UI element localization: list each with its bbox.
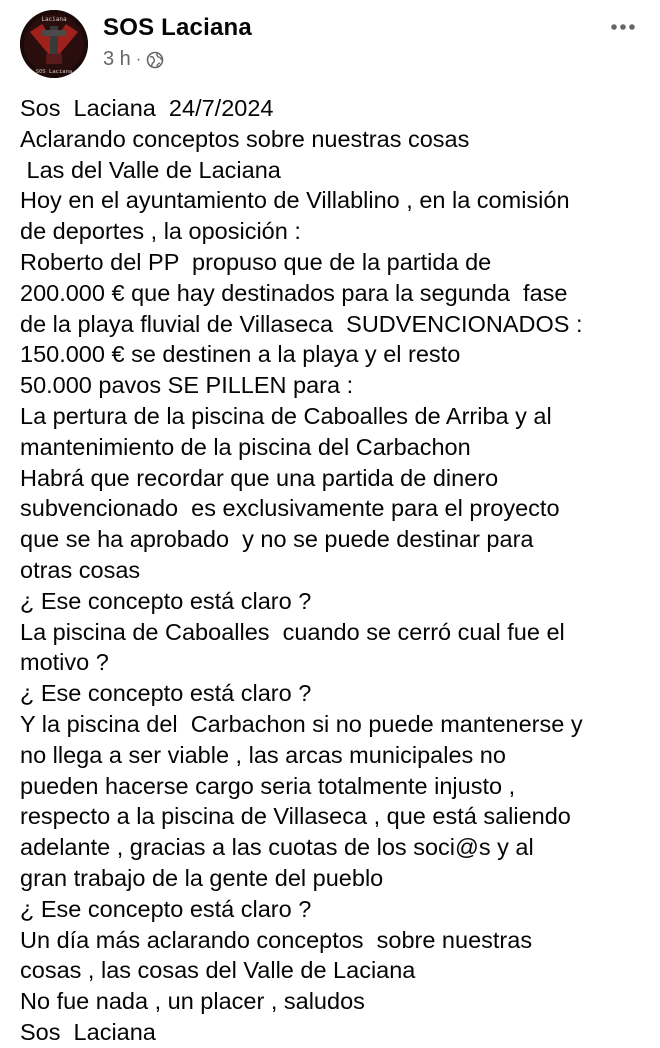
post-text-line: 150.000 € se destinen a la playa y el resto bbox=[20, 341, 461, 368]
post-text-line: Un día más aclarando conceptos sobre nuestras bbox=[20, 926, 533, 953]
post-timestamp[interactable]: 3 h bbox=[103, 48, 131, 70]
avatar[interactable] bbox=[20, 10, 88, 78]
post-text-line: pueden hacerse cargo seria totalmente injusto , bbox=[20, 772, 516, 799]
meta-separator: · bbox=[135, 50, 142, 68]
post-text-line: de deportes , la oposición : bbox=[20, 218, 301, 245]
post-text-line: no llega a ser viable , las arcas municipales no bbox=[20, 741, 506, 768]
post-text-line: No fue nada , un placer , saludos bbox=[20, 988, 365, 1015]
post-text-line: Sos Laciana bbox=[20, 1018, 156, 1045]
avatar-logo bbox=[20, 10, 88, 78]
globe-icon bbox=[146, 51, 164, 69]
post-text-line: 50.000 pavos SE PILLEN para : bbox=[20, 372, 354, 399]
svg-text:Laciana: Laciana bbox=[41, 16, 67, 23]
more-options-icon[interactable] bbox=[608, 14, 638, 40]
post-text-line: Sos Laciana 24/7/2024 bbox=[20, 95, 274, 121]
post-text-line: ¿ Ese concepto está claro ? bbox=[20, 587, 312, 614]
post-text-line: Hoy en el ayuntamiento de Villablino , en la comisión bbox=[20, 187, 570, 214]
post-text-line: La piscina de Caboalles cuando se cerró cual fue el bbox=[20, 618, 565, 645]
post-text-line: Roberto del PP propuso que de la partida de bbox=[20, 248, 492, 275]
post-meta bbox=[103, 48, 164, 71]
post-text-line: Y la piscina del Carbachon si no puede mantenerse y bbox=[20, 710, 583, 737]
post-header bbox=[0, 0, 660, 90]
post-text-line: ¿ Ese concepto está claro ? bbox=[20, 680, 312, 707]
post-text-line: cosas , las cosas del Valle de Laciana bbox=[20, 957, 416, 984]
post-text-line: mantenimiento de la piscina del Carbachon bbox=[20, 433, 471, 460]
post-text-line: 200.000 € que hay destinados para la segunda fase bbox=[20, 279, 568, 306]
post-text-line: subvencionado es exclusivamente para el proyecto bbox=[20, 495, 560, 522]
post-text-line: otras cosas bbox=[20, 556, 141, 583]
post-text-line: respecto a la piscina de Villaseca , que está saliendo bbox=[20, 803, 571, 830]
post-text-line: Las del Valle de Laciana bbox=[20, 156, 281, 183]
post-text-line: gran trabajo de la gente del pueblo bbox=[20, 864, 384, 891]
post-text-line: de la playa fluvial de Villaseca SUDVENCIONADOS : bbox=[20, 310, 583, 337]
post-text-line: Aclarando conceptos sobre nuestras cosas bbox=[20, 125, 470, 152]
post-text-line: motivo ? bbox=[20, 649, 109, 676]
post-text-line: adelante , gracias a las cuotas de los soci@s y al bbox=[20, 834, 534, 861]
page-name-link[interactable]: SOS Laciana bbox=[103, 14, 252, 41]
post-text-line: ¿ Ese concepto está claro ? bbox=[20, 895, 312, 922]
post-text-line: que se ha aprobado y no se puede destinar para bbox=[20, 526, 534, 553]
post-text bbox=[20, 93, 650, 1048]
post-text-line: Habrá que recordar que una partida de dinero bbox=[20, 464, 499, 491]
svg-text:SOS Laciana: SOS Laciana bbox=[35, 69, 73, 75]
post-text-line: La pertura de la piscina de Caboalles de Arriba y al bbox=[20, 402, 552, 429]
